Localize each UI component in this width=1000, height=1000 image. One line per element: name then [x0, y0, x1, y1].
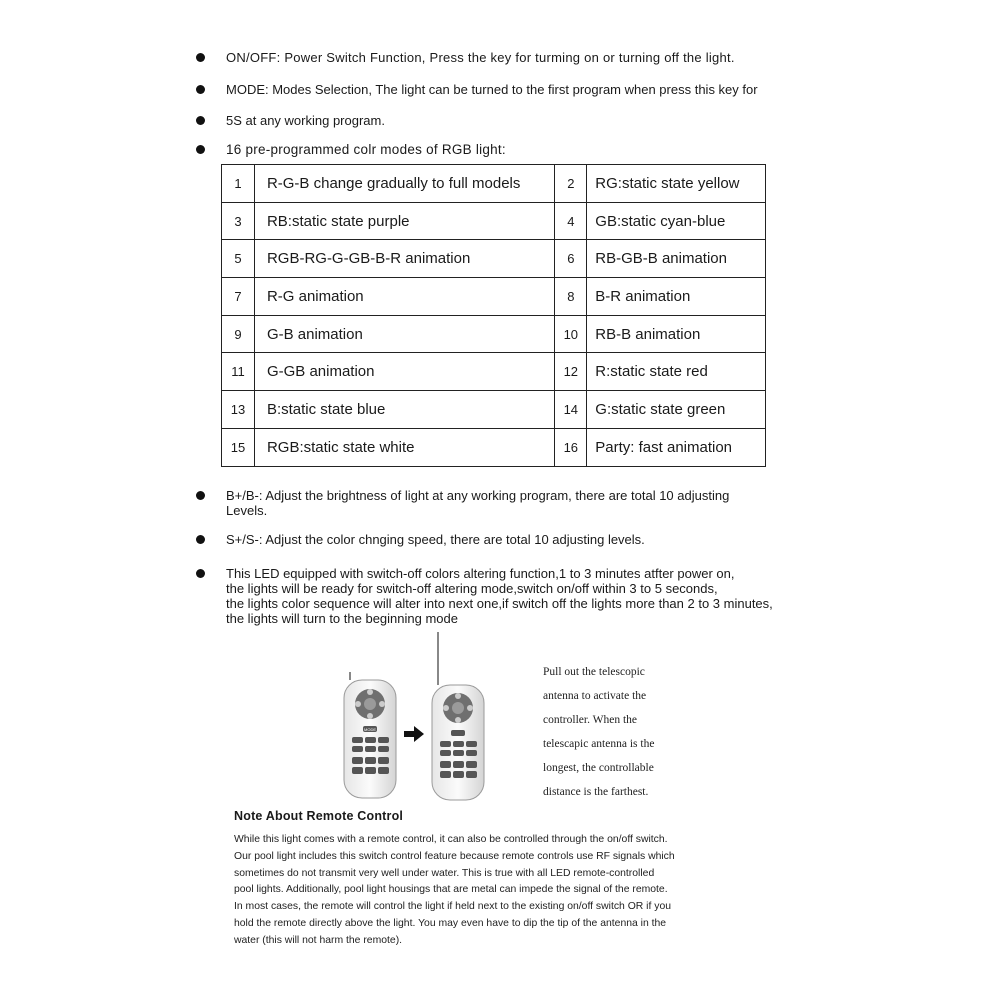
- table-row: [222, 202, 766, 240]
- mode-label: RB-GB-B animation: [587, 240, 766, 278]
- color-modes-table: [221, 164, 766, 467]
- bullet-switch-off: [196, 566, 773, 626]
- bullet-text: S+/S-: Adjust the color chnging speed, there are total 10 adjusting levels.: [226, 532, 645, 547]
- remote-controls-illustration: [336, 630, 536, 805]
- mode-label: RGB-RG-G-GB-B-R animation: [254, 240, 554, 278]
- mode-number: 12: [555, 353, 587, 391]
- remote-extended-icon: [432, 632, 484, 800]
- table-row: [222, 315, 766, 353]
- mode-label: GB:static cyan-blue: [587, 202, 766, 240]
- mode-label: G-GB animation: [254, 353, 554, 391]
- bullet-dot-icon: [196, 535, 205, 544]
- mode-label: B-R animation: [587, 278, 766, 316]
- bullet-mode-cont: [196, 113, 385, 128]
- mode-label: Party: fast animation: [587, 428, 766, 466]
- bullet-dot-icon: [196, 53, 205, 62]
- note-body: While this light comes with a remote control, it can also be controlled through the on/off switch. Our pool light includes this switch control feature because remote controls use RF signals which sometimes do not transmit very well under water. This is true with all LED remote-controlled pool lights. Additionally, pool light housings that are metal can impede the signal of the remote. In most cases, the remote will control the light if held next to the existing on/off switch OR if you hold the remote directly above the light. You may even have to dip the tip of the antenna in the water (this will not harm the remote).: [234, 834, 675, 946]
- mode-number: 9: [222, 315, 255, 353]
- mode-number: 5: [222, 240, 255, 278]
- table-row: [222, 391, 766, 429]
- mode-number: 2: [555, 165, 587, 203]
- bullet-dot-icon: [196, 85, 205, 94]
- table-row: [222, 240, 766, 278]
- arrow-right-icon: [404, 726, 424, 742]
- bullet-text: MODE: Modes Selection, The light can be turned to the first program when press this key for: [226, 82, 758, 97]
- mode-label: G-B animation: [254, 315, 554, 353]
- mode-label: R:static state red: [587, 353, 766, 391]
- mode-number: 3: [222, 202, 255, 240]
- mode-label: G:static state green: [587, 391, 766, 429]
- mode-label: B:static state blue: [254, 391, 554, 429]
- mode-number: 11: [222, 353, 255, 391]
- mode-number: 10: [555, 315, 587, 353]
- mode-number: 1: [222, 165, 255, 203]
- table-row: [222, 353, 766, 391]
- bullet-text: 16 pre-programmed colr modes of RGB light:: [226, 142, 506, 157]
- bullet-text: B+/B-: Adjust the brightness of light at any working program, there are total 10 adjusting Levels.: [226, 488, 730, 518]
- mode-label: RB:static state purple: [254, 202, 554, 240]
- bullet-dot-icon: [196, 491, 205, 500]
- table-row: [222, 165, 766, 203]
- bullet-text: 5S at any working program.: [226, 113, 385, 128]
- mode-number: 16: [555, 428, 587, 466]
- mode-number: 4: [555, 202, 587, 240]
- mode-label: RG:static state yellow: [587, 165, 766, 203]
- bullet-mode: [196, 82, 758, 97]
- bullet-dot-icon: [196, 569, 205, 578]
- remote-retracted-icon: [344, 672, 396, 798]
- mode-number: 15: [222, 428, 255, 466]
- mode-label: R-G-B change gradually to full models: [254, 165, 554, 203]
- bullet-dot-icon: [196, 116, 205, 125]
- bullet-text: ON/OFF: Power Switch Function, Press the key for turming on or turning off the light.: [226, 50, 735, 65]
- bullet-dot-icon: [196, 145, 205, 154]
- bullet-on-off: [196, 50, 735, 65]
- mode-number: 6: [555, 240, 587, 278]
- mode-number: 13: [222, 391, 255, 429]
- note-title: Note About Remote Control: [234, 809, 404, 823]
- mode-label: R-G animation: [254, 278, 554, 316]
- table-row: [222, 428, 766, 466]
- svg-text:MODE: MODE: [364, 727, 376, 732]
- bullet-modes-heading: [196, 142, 506, 157]
- bullet-speed: [196, 532, 645, 547]
- mode-number: 14: [555, 391, 587, 429]
- mode-number: 7: [222, 278, 255, 316]
- antenna-caption: Pull out the telescopic antenna to activate the controller. When the telescapic antenna is the longest, the controllable distance is the farthest.: [543, 666, 655, 798]
- mode-label: RB-B animation: [587, 315, 766, 353]
- table-row: [222, 278, 766, 316]
- bullet-text: This LED equipped with switch-off colors altering function,1 to 3 minutes atfter power on, the lights will be ready for switch-off altering mode,switch on/off within 3 to 5 seconds, the lights color sequence will alter into next one,if switch off the lights more than 2 to 3 minutes, the lights will turn to the beginning mode: [226, 566, 773, 626]
- mode-number: 8: [555, 278, 587, 316]
- mode-label: RGB:static state white: [254, 428, 554, 466]
- bullet-brightness: [196, 488, 729, 518]
